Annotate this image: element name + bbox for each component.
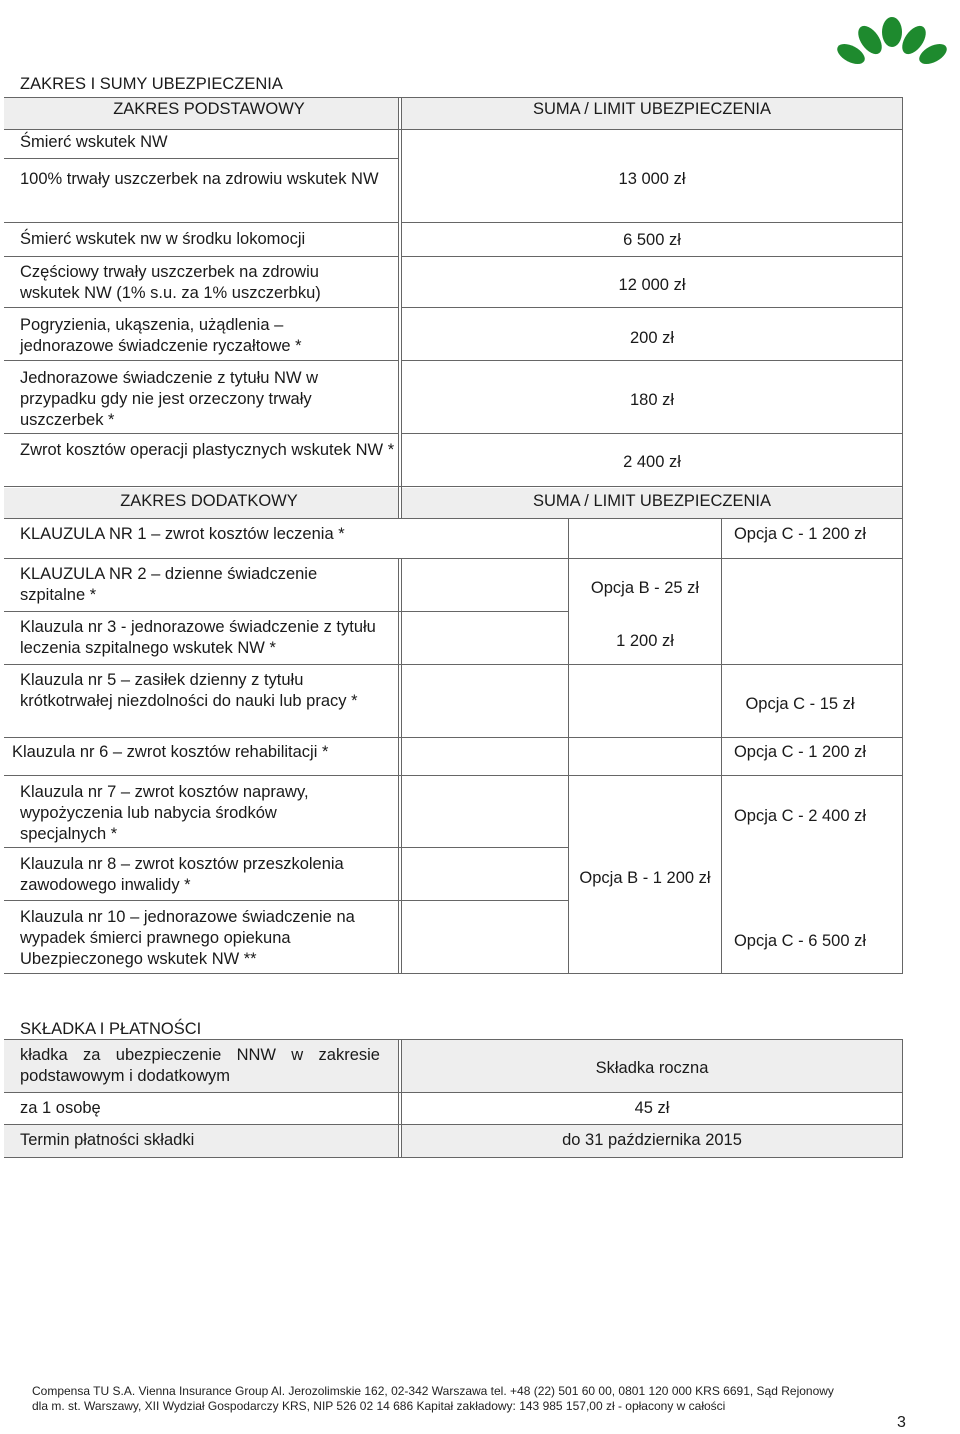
clause-right-value: Opcja C - 1 200 zł bbox=[733, 525, 867, 543]
premium-row1-label: kładka za ubezpieczenie NNW w zakresie podstawowym i dodatkowym bbox=[20, 1046, 380, 1085]
clause-label: KLAUZULA NR 1 – zwrot kosztów leczenia * bbox=[20, 525, 345, 543]
additional-header-left: ZAKRES DODATKOWY bbox=[120, 492, 298, 510]
basic-row-value: 2 400 zł bbox=[623, 453, 681, 471]
basic-row-label: 100% trwały uszczerbek na zdrowiu wskutek NW bbox=[20, 170, 379, 188]
clause-label: Klauzula nr 7 – zwrot kosztów naprawy, wypożyczenia lub nabycia środków specjalnych * bbox=[20, 783, 309, 843]
basic-row-value: 180 zł bbox=[629, 391, 675, 409]
basic-header-right: SUMA / LIMIT UBEZPIECZENIA bbox=[532, 100, 772, 118]
clause-label: Klauzula nr 8 – zwrot kosztów przeszkolenia zawodowego inwalidy * bbox=[20, 855, 344, 894]
compensa-logo-icon bbox=[836, 14, 948, 70]
basic-row-label: Śmierć wskutek NW bbox=[20, 133, 168, 151]
footer bbox=[32, 1384, 834, 1414]
section-title: ZAKRES I SUMY UBEZPIECZENIA bbox=[20, 75, 283, 93]
footer-line: dla m. st. Warszawy, XII Wydział Gospodarczy KRS, NIP 526 02 14 686 Kapitał zakładowy: 143 985 157,00 zł - opłacony w całości bbox=[32, 1399, 726, 1413]
basic-row-label: Częściowy trwały uszczerbek na zdrowiu wskutek NW (1% s.u. za 1% uszczerbku) bbox=[20, 263, 321, 302]
basic-row-label: Jednorazowe świadczenie z tytułu NW w przypadku gdy nie jest orzeczony trwały uszczerbek * bbox=[20, 369, 319, 429]
premium-row2-label: za 1 osobę bbox=[20, 1099, 101, 1117]
clause-mid-value: Opcja B - 1 200 zł bbox=[579, 869, 711, 887]
basic-row-value: 13 000 zł bbox=[618, 170, 686, 188]
basic-row-label: Śmierć wskutek nw w środku lokomocji bbox=[20, 230, 306, 248]
clause-label: Klauzula nr 5 – zasiłek dzienny z tytułu krótkotrwałej niezdolności do nauki lub pracy * bbox=[20, 671, 358, 710]
premium-row3-label: Termin płatności składki bbox=[20, 1131, 195, 1149]
clause-right-value: Opcja C - 1 200 zł bbox=[733, 743, 867, 761]
clause-label: Klauzula nr 6 – zwrot kosztów rehabilitacji * bbox=[12, 743, 329, 761]
clause-right-value: Opcja C - 6 500 zł bbox=[733, 932, 867, 950]
footer-line: Compensa TU S.A. Vienna Insurance Group Al. Jerozolimskie 162, 02-342 Warszawa tel. +48 (22) 501 60 00, 0801 120 000 KRS 6691, Sąd Rejonowy bbox=[32, 1384, 834, 1398]
premium-row1-value: Składka roczna bbox=[595, 1059, 709, 1077]
basic-row-label: Zwrot kosztów operacji plastycznych wskutek NW * bbox=[20, 441, 395, 459]
clause-right-value: Opcja C - 2 400 zł bbox=[733, 807, 867, 825]
premium-title: SKŁADKA I PŁATNOŚCI bbox=[20, 1020, 202, 1038]
premium-row3-value: do 31 października 2015 bbox=[562, 1131, 742, 1149]
clause-label: Klauzula nr 3 - jednorazowe świadczenie z tytułu leczenia szpitalnego wskutek NW * bbox=[20, 618, 376, 657]
clause-right-value: Opcja C - 15 zł bbox=[745, 695, 855, 713]
basic-row-label: Pogryzienia, ukąszenia, użądlenia – jednorazowe świadczenie ryczałtowe * bbox=[20, 316, 302, 355]
clause-label: Klauzula nr 10 – jednorazowe świadczenie na wypadek śmierci prawnego opiekuna Ubezpieczonego wskutek NW ** bbox=[20, 908, 355, 968]
page-number: 3 bbox=[897, 1414, 906, 1431]
additional-header-right: SUMA / LIMIT UBEZPIECZENIA bbox=[532, 492, 772, 510]
basic-row-value: 12 000 zł bbox=[618, 276, 686, 294]
clause-mid-value: 1 200 zł bbox=[616, 632, 674, 650]
basic-header-left: ZAKRES PODSTAWOWY bbox=[113, 100, 305, 118]
clause-mid-value: Opcja B - 25 zł bbox=[590, 579, 700, 597]
premium-row2-value: 45 zł bbox=[634, 1099, 670, 1117]
clause-label: KLAUZULA NR 2 – dzienne świadczenie szpitalne * bbox=[20, 565, 318, 604]
basic-row-value: 6 500 zł bbox=[623, 231, 681, 249]
basic-row-value: 200 zł bbox=[629, 329, 675, 347]
